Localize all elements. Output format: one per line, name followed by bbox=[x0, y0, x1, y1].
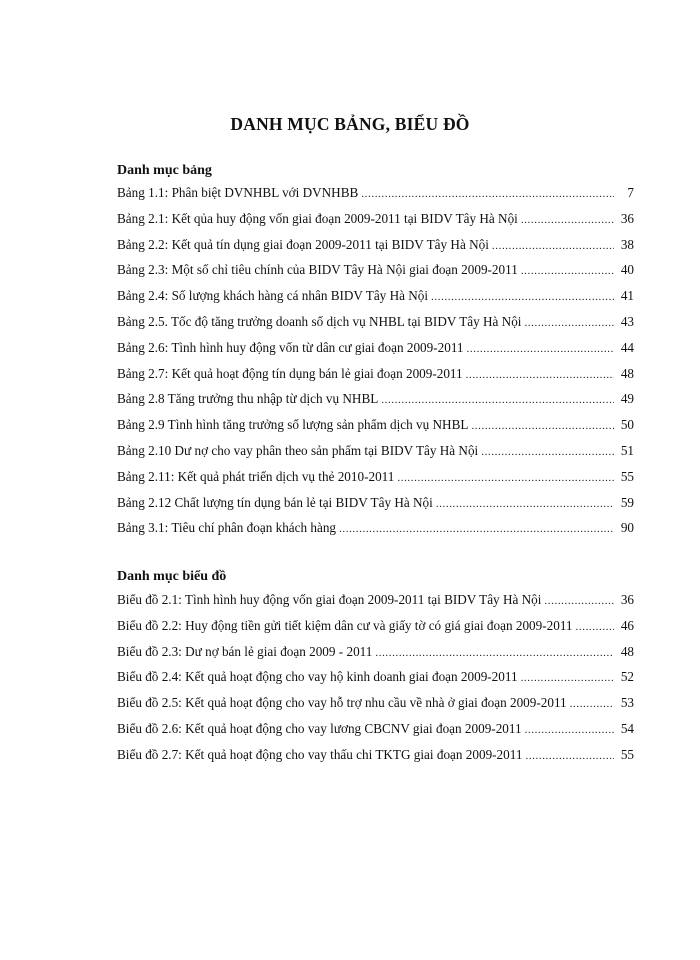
dot-leader bbox=[339, 523, 614, 535]
toc-entry-label: Bảng 2.3: Một số chỉ tiêu chính của BIDV Tây Hà Nội giai đoạn 2009-2011 bbox=[117, 262, 518, 278]
toc-entry-label: Bảng 2.8 Tăng trưởng thu nhập từ dịch vụ NHBL bbox=[117, 391, 379, 407]
dot-leader bbox=[466, 369, 614, 381]
toc-entry-label: Biểu đồ 2.1: Tình hình huy động vốn giai đoạn 2009-2011 tại BIDV Tây Hà Nội bbox=[117, 592, 542, 607]
dot-leader bbox=[521, 265, 614, 277]
toc-entry-label: Bảng 2.12 Chất lượng tín dụng bán lẻ tại BIDV Tây Hà Nội bbox=[117, 494, 433, 510]
toc-entry bbox=[117, 644, 634, 670]
toc-entry bbox=[117, 669, 634, 695]
dot-leader bbox=[467, 343, 614, 355]
dot-leader bbox=[481, 446, 614, 458]
toc-entry-page: 46 bbox=[620, 617, 634, 633]
dot-leader bbox=[524, 317, 614, 329]
toc-entry-page: 53 bbox=[620, 695, 634, 711]
toc-entry-page: 44 bbox=[620, 339, 634, 355]
dot-leader bbox=[570, 698, 614, 710]
toc-entry-page: 36 bbox=[620, 210, 634, 226]
page-title: DANH MỤC BẢNG, BIỂU ĐỒ bbox=[230, 114, 470, 134]
toc-entry bbox=[117, 592, 634, 618]
dot-leader bbox=[361, 188, 614, 200]
toc-entry-page: 38 bbox=[620, 236, 634, 252]
dot-leader bbox=[576, 621, 614, 633]
toc-entry-page: 43 bbox=[620, 313, 634, 329]
charts-list bbox=[117, 592, 634, 773]
toc-entry bbox=[117, 618, 634, 644]
toc-entry-label: Bảng 2.2: Kết quả tín dụng giai đoạn 2009-2011 tại BIDV Tây Hà Nội bbox=[117, 236, 489, 252]
toc-entry-page: 59 bbox=[620, 494, 634, 510]
toc-entry-label: Bảng 2.9 Tình hình tăng trưởng số lượng sản phẩm dịch vụ NHBL bbox=[117, 417, 469, 433]
dot-leader bbox=[471, 420, 614, 432]
toc-entry bbox=[117, 520, 634, 546]
toc-entry-label: Biểu đồ 2.4: Kết quả hoạt động cho vay hộ kinh doanh giai đoạn 2009-2011 bbox=[117, 669, 518, 685]
toc-entry bbox=[117, 721, 634, 747]
dot-leader bbox=[525, 724, 614, 736]
toc-entry-page: 51 bbox=[620, 442, 634, 458]
toc-entry bbox=[117, 469, 634, 495]
toc-entry-label: Bảng 2.6: Tình hình huy động vốn từ dân cư giai đoạn 2009-2011 bbox=[117, 339, 464, 355]
toc-entry bbox=[117, 391, 634, 417]
charts-section-heading: Danh mục biểu đồ bbox=[117, 569, 227, 584]
toc-entry-label: Bảng 2.5. Tốc độ tăng trưởng doanh số dịch vụ NHBL tại BIDV Tây Hà Nội bbox=[117, 313, 522, 329]
toc-entry bbox=[117, 288, 634, 314]
dot-leader bbox=[521, 672, 614, 684]
dot-leader bbox=[544, 595, 614, 607]
tables-section-heading: Danh mục bảng bbox=[117, 163, 212, 178]
dot-leader bbox=[521, 214, 614, 226]
toc-entry-label: Bảng 2.1: Kết qủa huy động vốn giai đoạn 2009-2011 tại BIDV Tây Hà Nội bbox=[117, 210, 518, 226]
toc-entry-page: 41 bbox=[620, 288, 634, 304]
toc-entry bbox=[117, 211, 634, 237]
toc-entry-label: Biểu đồ 2.6: Kết quả hoạt động cho vay lương CBCNV giai đoạn 2009-2011 bbox=[117, 720, 522, 736]
dot-leader bbox=[436, 498, 614, 510]
tables-list bbox=[117, 185, 634, 546]
dot-leader bbox=[525, 750, 614, 762]
toc-entry bbox=[117, 262, 634, 288]
toc-entry-page: 48 bbox=[620, 643, 634, 659]
toc-entry bbox=[117, 237, 634, 263]
toc-entry-label: Bảng 2.11: Kết quả phát triển dịch vụ thẻ 2010-2011 bbox=[117, 468, 395, 484]
toc-entry-label: Biểu đồ 2.2: Huy động tiền gửi tiết kiệm dân cư và giấy tờ có giá giai đoạn 2009-2011 bbox=[117, 617, 573, 633]
dot-leader bbox=[492, 240, 614, 252]
toc-entry-page: 7 bbox=[627, 185, 634, 200]
toc-entry-page: 90 bbox=[620, 520, 634, 536]
toc-entry bbox=[117, 314, 634, 340]
toc-entry-label: Biểu đồ 2.7: Kết quả hoạt động cho vay thấu chi TKTG giai đoạn 2009-2011 bbox=[117, 746, 523, 762]
toc-entry-page: 40 bbox=[620, 262, 634, 278]
dot-leader bbox=[375, 647, 614, 659]
toc-entry-page: 52 bbox=[620, 669, 634, 685]
toc-entry bbox=[117, 340, 634, 366]
toc-entry-label: Bảng 2.7: Kết quả hoạt động tín dụng bán lẻ giai đoạn 2009-2011 bbox=[117, 365, 463, 381]
toc-entry-label: Bảng 2.4: Số lượng khách hàng cá nhân BIDV Tây Hà Nội bbox=[117, 288, 429, 304]
toc-entry bbox=[117, 185, 634, 211]
toc-entry-page: 55 bbox=[620, 468, 634, 484]
dot-leader bbox=[397, 472, 614, 484]
toc-entry-page: 48 bbox=[620, 365, 634, 381]
toc-entry-label: Biểu đồ 2.3: Dư nợ bán lẻ giai đoạn 2009 - 2011 bbox=[117, 643, 373, 659]
toc-entry-page: 50 bbox=[620, 417, 634, 433]
toc-entry-page: 54 bbox=[620, 720, 634, 736]
toc-entry bbox=[117, 417, 634, 443]
toc-entry-page: 49 bbox=[620, 391, 634, 407]
toc-entry bbox=[117, 495, 634, 521]
dot-leader bbox=[431, 291, 614, 303]
toc-entry bbox=[117, 443, 634, 469]
toc-entry bbox=[117, 695, 634, 721]
toc-entry bbox=[117, 747, 634, 773]
toc-entry-page: 55 bbox=[620, 746, 634, 762]
dot-leader bbox=[381, 394, 614, 406]
toc-entry-label: Bảng 2.10 Dư nợ cho vay phân theo sản phẩm tại BIDV Tây Hà Nội bbox=[117, 442, 479, 458]
toc-entry bbox=[117, 366, 634, 392]
toc-entry-label: Biểu đồ 2.5: Kết quả hoạt động cho vay hỗ trợ nhu cầu về nhà ở giai đoạn 2009-2011 bbox=[117, 695, 567, 711]
toc-entry-page: 36 bbox=[620, 592, 634, 607]
toc-entry-label: Bảng 3.1: Tiêu chí phân đoạn khách hàng bbox=[117, 520, 337, 536]
toc-entry-label: Bảng 1.1: Phân biệt DVNHBL với DVNHBB bbox=[117, 185, 359, 200]
